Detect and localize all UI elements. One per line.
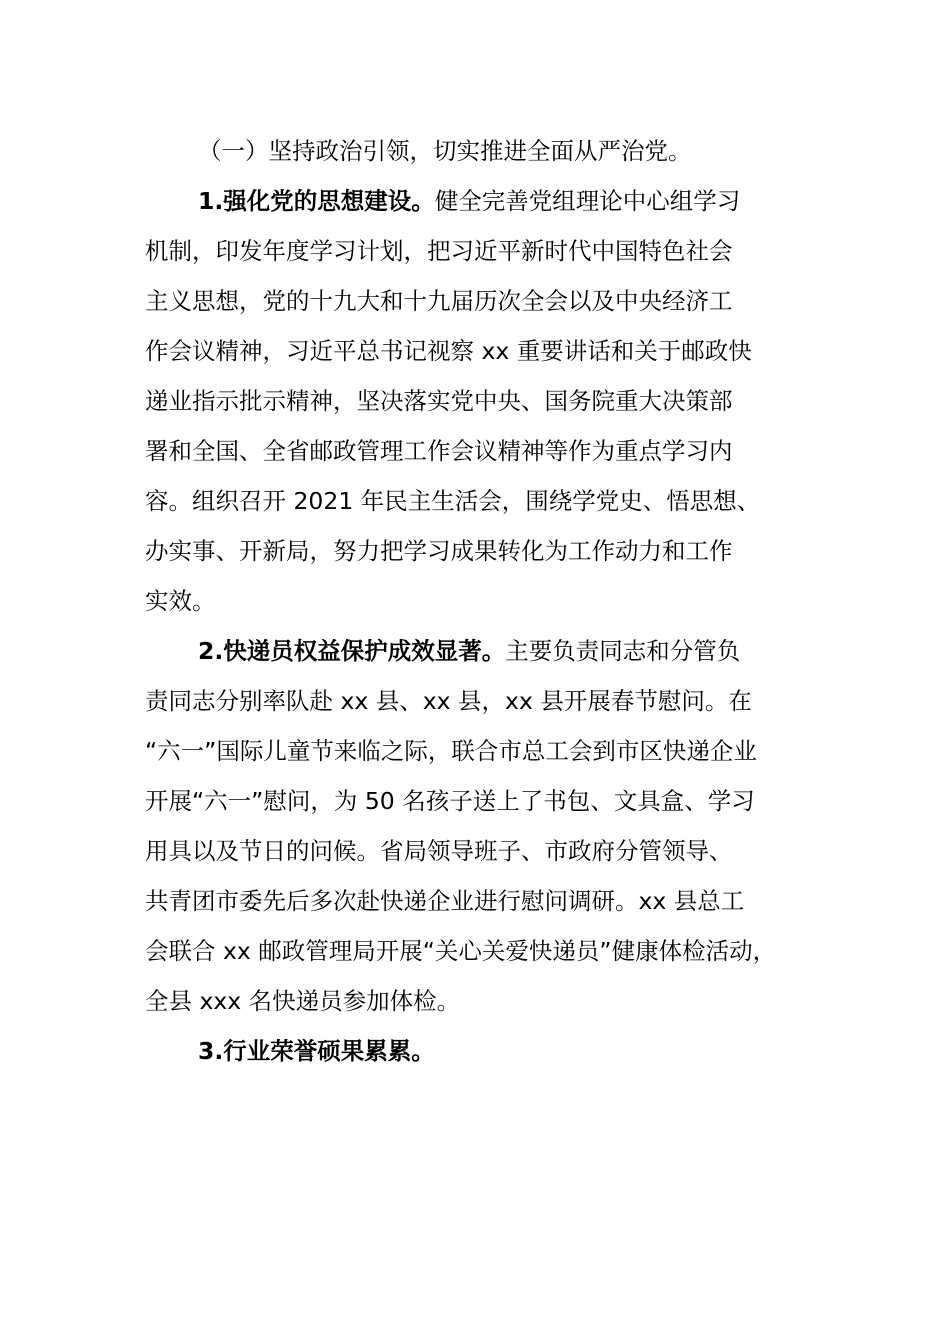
paragraph-line: 作会议精神，习近平总书记视察 xx 重要讲话和关于邮政快 bbox=[145, 337, 752, 365]
paragraph-line: 署和全国、全省邮政管理工作会议精神等作为重点学习内 bbox=[145, 437, 733, 465]
paragraph-line: 会联合 xx 邮政管理局开展“关心关爱快递员”健康体检活动， bbox=[145, 937, 777, 965]
paragraph-line: 责同志分别率队赴 xx 县、xx 县，xx 县开展春节慰问。在 bbox=[145, 687, 752, 715]
paragraph-line: 开展“六一”慰问，为 50 名孩子送上了书包、文具盒、学习 bbox=[145, 787, 755, 815]
paragraph-title: 1.强化党的思想建设。 bbox=[198, 187, 435, 215]
paragraph-line: 全县 xxx 名快递员参加体检。 bbox=[145, 987, 461, 1015]
paragraph-line: “六一”国际儿童节来临之际，联合市总工会到市区快递企业 bbox=[145, 737, 757, 765]
paragraph-text: 主要负责同志和分管负 bbox=[505, 637, 741, 665]
paragraph-text: 健全完善党组理论中心组学习 bbox=[434, 187, 741, 215]
paragraph-line: 办实事、开新局，努力把学习成果转化为工作动力和工作 bbox=[145, 537, 733, 565]
paragraph-line: 递业指示批示精神，坚决落实党中央、国务院重大决策部 bbox=[145, 387, 733, 415]
paragraph-first-line bbox=[198, 1036, 435, 1066]
paragraph-line: 主义思想，党的十九大和十九届历次全会以及中央经济工 bbox=[145, 287, 733, 315]
paragraph-line: 机制，印发年度学习计划，把习近平新时代中国特色社会 bbox=[145, 237, 733, 265]
paragraph-line: 实效。 bbox=[145, 587, 216, 615]
paragraph-title: 3.行业荣誉硕果累累。 bbox=[198, 1037, 435, 1065]
paragraph-title: 2.快递员权益保护成效显著。 bbox=[198, 637, 506, 665]
paragraph-first-line bbox=[198, 186, 740, 216]
paragraph-first-line bbox=[198, 636, 740, 666]
section-heading: （一）坚持政治引领，切实推进全面从严治党。 bbox=[198, 137, 692, 165]
paragraph-line: 共青团市委先后多次赴快递企业进行慰问调研。xx 县总工 bbox=[145, 887, 745, 915]
paragraph-line: 用具以及节日的问候。省局领导班子、市政府分管领导、 bbox=[145, 837, 733, 865]
paragraph-line: 容。组织召开 2021 年民主生活会，围绕学党史、悟思想、 bbox=[145, 487, 761, 515]
